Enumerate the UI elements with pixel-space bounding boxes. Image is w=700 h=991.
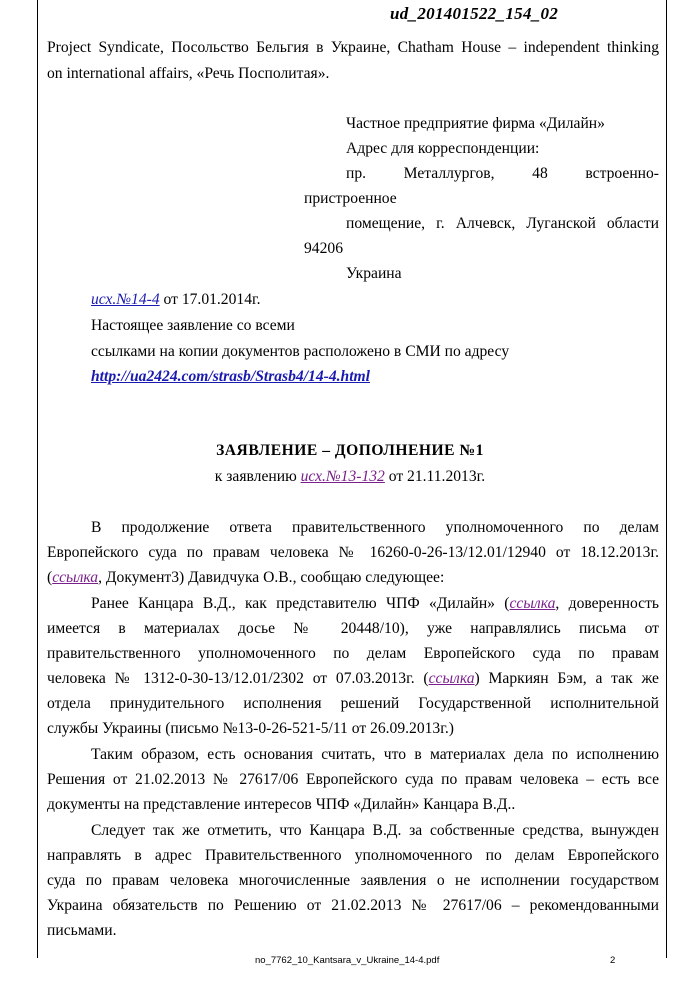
intro-line-2: on international affairs, «Речь Посполитая». [47,65,330,82]
p3-line-1: Таким образом, есть основания считать, что в материалах дела по исполнению [91,746,659,763]
p2-line-1-a: Ранее Канцара В.Д., как представителю ЧПФ «Дилайн» ( [91,595,510,612]
publication-note-1: Настоящее заявление со всеми [91,317,295,334]
p2-line-4-b: ) Маркиян Бэм, а так же [474,670,659,687]
recipient-address-label: Адрес для корреспонденции: [346,140,540,157]
p2-line-1-b: , доверенность [555,595,659,612]
outgoing-ref-line [91,290,261,310]
intro-line-1: Project Syndicate, Посольство Бельгия в Украине, Chatham House – independent thinking [47,39,659,56]
footer-page-number: 2 [610,955,616,966]
p1-line-2: Европейского суда по правам человека № 16260-0-26-13/12.01/12940 от 18.12.2013г. [47,544,659,561]
p3-line-3: документы на представление интересов ЧПФ «Дилайн» Канцара В.Д.. [47,796,516,813]
p4-line-1: Следует так же отметить, что Канцара В.Д. за собственные средства, вынужден [91,822,659,839]
document-code: ud_201401522_154_02 [390,4,559,23]
statement-title: ЗАЯВЛЕНИЕ – ДОПОЛНЕНИЕ №1 [216,442,484,459]
p1-line-3: (ссылка, Документ3) Давидчука О.В., сообщаю следующее: [47,569,445,586]
p4-line-5: письмами. [47,922,117,939]
subtitle-ref-link[interactable]: исх.№13-132 [300,468,385,485]
recipient-street-cont: пристроенное [304,190,397,207]
p2-line-6: службы Украины (письмо №13-0-26-521-5/11 от 26.09.2013г.) [47,720,454,737]
outgoing-date: от 17.01.2014г. [159,291,261,308]
p1-link[interactable]: ссылка [52,569,99,586]
p2-line-5: отдела принудительного исполнения решений Государственной исполнительной [47,695,659,712]
publication-url-link[interactable]: http://ua2424.com/strasb/Strasb4/14-4.html [91,368,371,385]
p4-line-4: Украина обязательств по Решению от 21.02.2013 № 27617/06 – рекомендованными [47,897,659,914]
p1-line-1: В продолжение ответа правительственного уполномоченного по делам [91,519,659,536]
p1-line-3-text: , Документ3) Давидчука О.В., сообщаю следующее: [98,569,445,586]
recipient-name: Частное предприятие фирма «Дилайн» [346,115,605,132]
p2-link-1[interactable]: ссылка [509,595,556,612]
p4-line-2: направлять в адрес Правительственного уполномоченного по делам Европейского [47,847,659,864]
p2-line-2: имеется в материалах досье № 20448/10), уже направлялись письма от [47,620,659,637]
p4-line-3: суда по правам человека многочисленные заявления о не исполнении государством [47,872,659,889]
p3-line-2: Решения от 21.02.2013 № 27617/06 Европейского суда по правам человека – есть все [47,771,659,788]
p2-line-4 [47,669,659,689]
p2-line-1 [91,594,659,614]
recipient-zip: 94206 [304,240,343,257]
subtitle-prefix: к заявлению [214,468,301,485]
p2-line-4-a: человека № 1312-0-30-13/12.01/2302 от 07.03.2013г. ( [47,670,429,687]
outgoing-ref-link[interactable]: исх.№14-4 [91,291,160,308]
publication-url-line [91,367,370,387]
p2-line-3: правительственного уполномоченного по делам Европейского суда по правам [47,645,659,662]
recipient-street: пр. Металлургов, 48 встроенно- [346,165,659,182]
recipient-city: помещение, г. Алчевск, Луганской области [346,215,659,232]
footer-filename: no_7762_10_Kantsara_v_Ukraine_14-4.pdf [255,955,440,966]
recipient-country: Украина [346,265,402,282]
publication-note-2: ссылками на копии документов расположено в СМИ по адресу [91,343,510,360]
statement-subtitle [0,467,700,487]
p2-link-2[interactable]: ссылка [428,670,475,687]
subtitle-suffix: от 21.11.2013г. [384,468,486,485]
